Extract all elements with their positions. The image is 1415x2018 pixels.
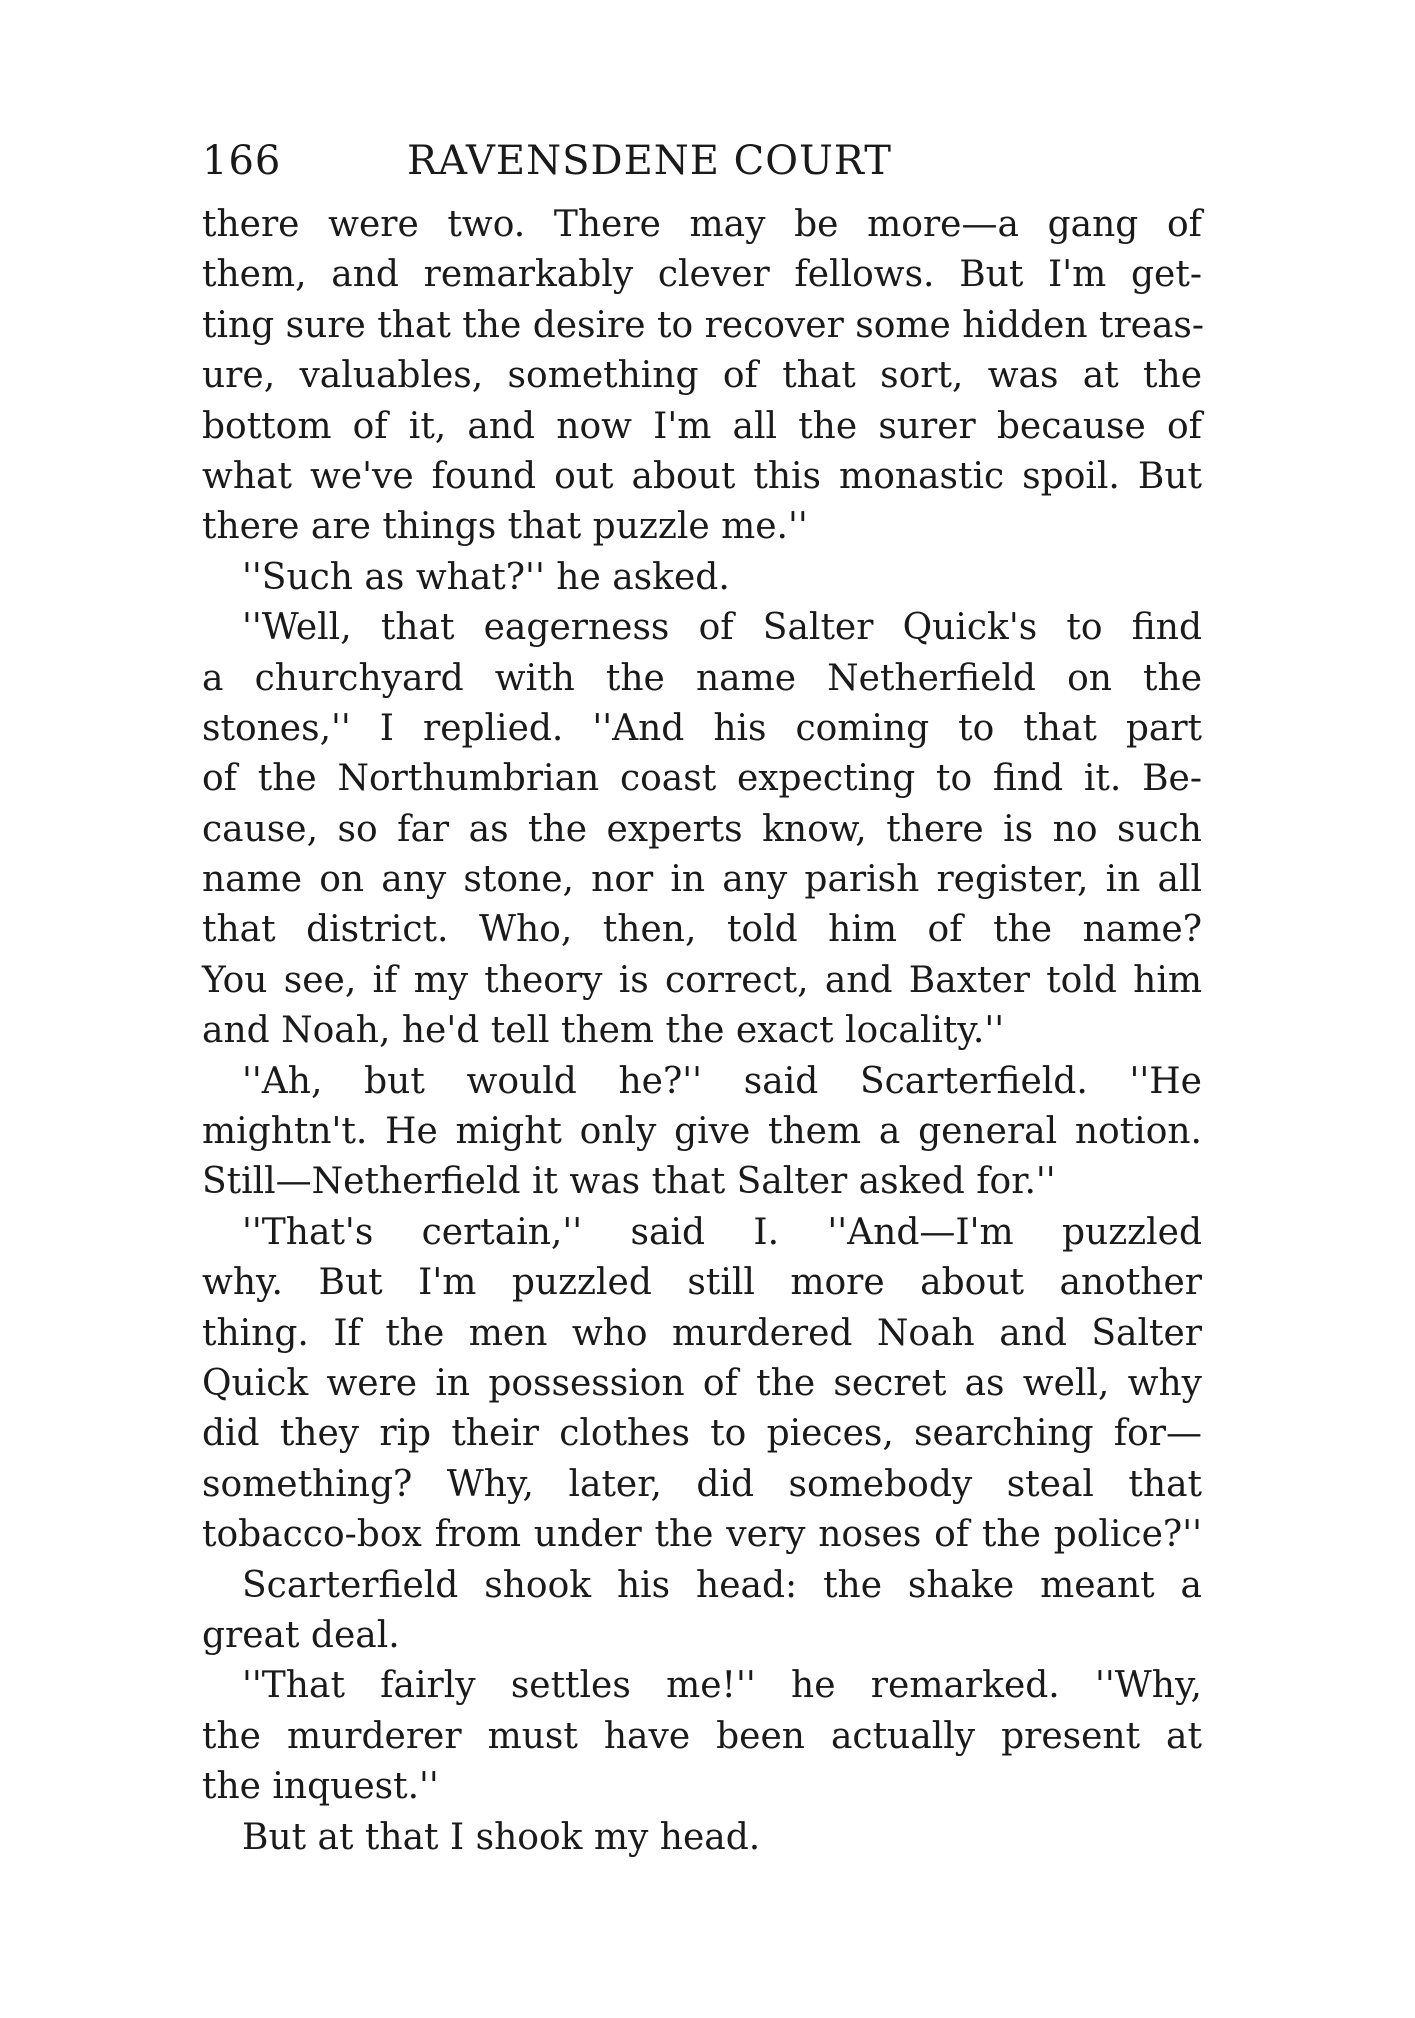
text-line: stones,'' I replied. ''And his coming to that part	[202, 707, 1202, 749]
text-line: cause, so far as the experts know, there is no such	[202, 808, 1202, 850]
text-line: But at that I shook my head.	[242, 1816, 761, 1858]
text-line: and Noah, he'd tell them the exact locality.''	[202, 1010, 1005, 1052]
text-line: ''Ah, but would he?'' said Scarterfield. ''He	[242, 1060, 1202, 1102]
page-number: 166	[202, 138, 282, 184]
text-line: the murderer must have been actually present at	[202, 1715, 1202, 1757]
body-text	[202, 200, 1205, 1863]
text-line: ting sure that the desire to recover some hidden treas-	[202, 304, 1205, 346]
text-line: why. But I'm puzzled still more about another	[202, 1262, 1202, 1304]
text-line: great deal.	[202, 1614, 400, 1656]
page-header	[202, 136, 1202, 186]
text-line: mightn't. He might only give them a general notion.	[202, 1111, 1202, 1153]
text-line: that district. Who, then, told him of the name?	[202, 909, 1202, 951]
text-line: ''That's certain,'' said I. ''And—I'm puzzled	[242, 1211, 1202, 1253]
text-line: what we've found out about this monastic spoil. But	[202, 455, 1202, 497]
text-line: Scarterfield shook his head: the shake meant a	[242, 1564, 1202, 1606]
text-line: of the Northumbrian coast expecting to find it. Be-	[202, 758, 1202, 800]
text-line: tobacco-box from under the very noses of the police?''	[202, 1514, 1202, 1556]
text-line: them, and remarkably clever fellows. But I'm get-	[202, 254, 1202, 296]
text-line: Still—Netherfield it was that Salter asked for.''	[202, 1161, 1056, 1203]
running-title: RAVENSDENE COURT	[407, 138, 892, 184]
text-line: ''Such as what?'' he asked.	[242, 556, 730, 598]
text-line: You see, if my theory is correct, and Baxter told him	[202, 959, 1202, 1001]
text-line: there were two. There may be more—a gang of	[202, 204, 1202, 245]
text-line: name on any stone, nor in any parish register, in all	[202, 859, 1202, 901]
text-line: something? Why, later, did somebody steal that	[202, 1463, 1202, 1505]
text-line: thing. If the men who murdered Noah and Salter	[202, 1312, 1202, 1354]
text-line: did they rip their clothes to pieces, searching for—	[202, 1413, 1202, 1455]
text-line: the inquest.''	[202, 1766, 439, 1808]
text-line: bottom of it, and now I'm all the surer because of	[202, 405, 1202, 447]
text-line: ''That fairly settles me!'' he remarked. ''Why,	[242, 1665, 1202, 1707]
text-line: ''Well, that eagerness of Salter Quick's to find	[242, 607, 1202, 649]
text-line: Quick were in possession of the secret as well, why	[202, 1362, 1202, 1404]
text-line: there are things that puzzle me.''	[202, 506, 808, 548]
text-line: ure, valuables, something of that sort, was at the	[202, 355, 1202, 397]
text-line: a churchyard with the name Netherfield on the	[202, 657, 1202, 699]
